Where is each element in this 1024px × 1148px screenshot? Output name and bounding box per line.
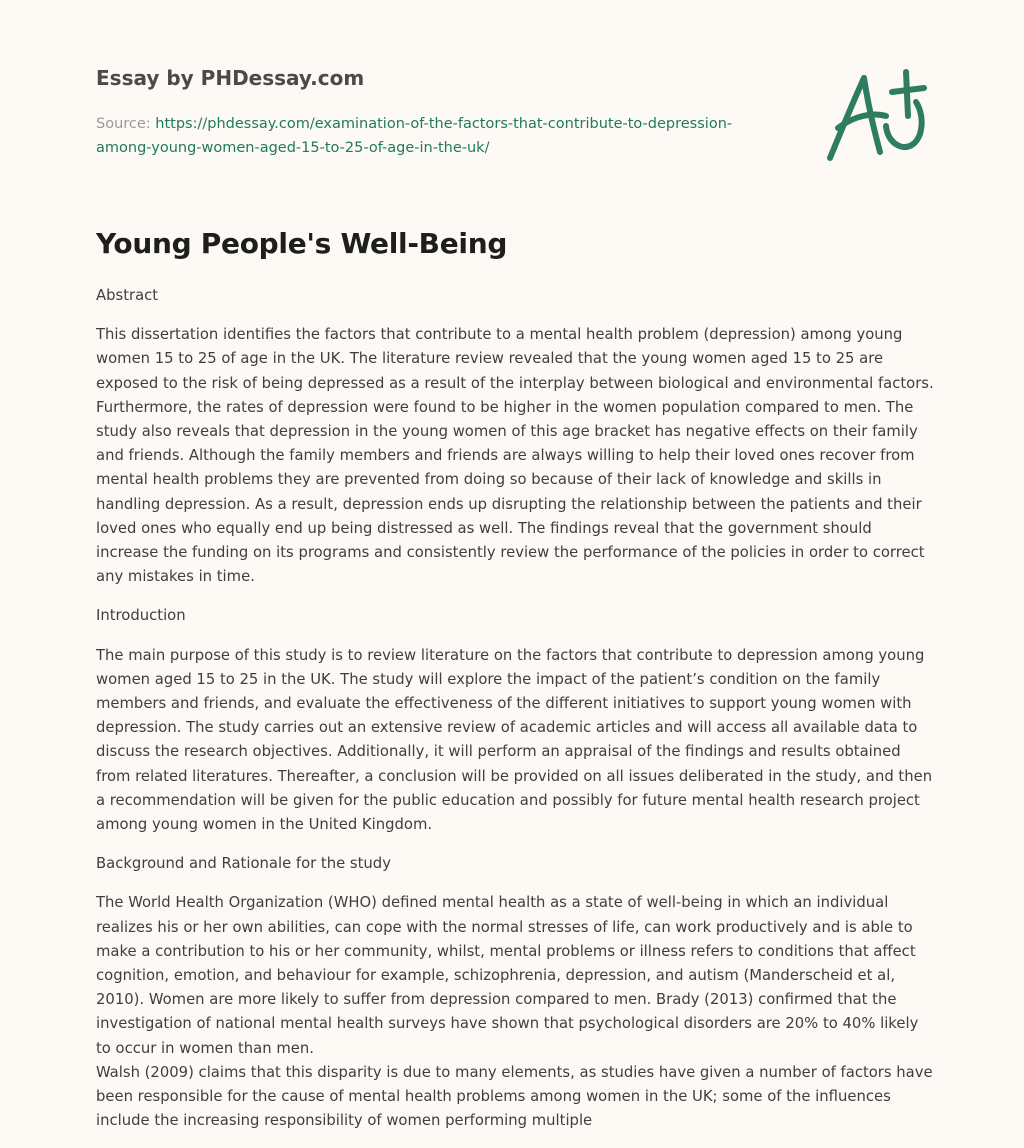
section-heading-abstract: Abstract bbox=[96, 287, 159, 304]
essay-body bbox=[96, 284, 934, 1134]
source-line bbox=[96, 112, 796, 160]
section-heading-background: Background and Rationale for the study bbox=[96, 855, 391, 873]
source-url-line1: https://phdessay.com/examination-of-the-factors-that-contribute-to-depression- bbox=[155, 116, 733, 132]
source-url-line2: among-young-women-aged-15-to-25-of-age-in-the-uk/ bbox=[96, 140, 490, 156]
source-link[interactable] bbox=[96, 116, 732, 156]
page-header bbox=[96, 64, 796, 160]
a-plus-logo-icon bbox=[820, 64, 930, 168]
site-title: Essay by PHDessay.com bbox=[96, 66, 365, 90]
paragraph-background-2: Walsh (2009) claims that this disparity is due to many elements, as studies have given a number of factors have been responsible for the cause of mental health problems among women in the UK; some of the influences include the increasing responsibility of women performing multiple bbox=[96, 1063, 933, 1130]
paragraph-introduction: The main purpose of this study is to review literature on the factors that contribute to depression among young women aged 15 to 25 in the UK. The study will explore the impact of the patient’s condition on the family members and friends, and evaluate the effectiveness of the different initiatives to support young women with depression. The study carries out an extensive review of academic articles and will access all available data to discuss the research objectives. Additionally, it will perform an appraisal of the findings and results obtained from related literatures. Thereafter, a conclusion will be provided on all issues deliberated in the study, and then a recommendation will be given for the public education and possibly for future mental health research project among young women in the United Kingdom. bbox=[96, 646, 933, 834]
section-heading-introduction: Introduction bbox=[96, 607, 186, 625]
paragraph-background-1: The World Health Organization (WHO) defined mental health as a state of well-being in which an individual realizes his or her own abilities, can cope with the normal stresses of life, can work productively and is able to make a contribution to his or her community, whilst, mental problems or illness refers to conditions that affect cognition, emotion, and behaviour for example, schizophrenia, depression, and autism (Manderscheid et al, 2010). Women are more likely to suffer from depression compared to men. Brady (2013) confirmed that the investigation of national mental health surveys have shown that psychological disorders are 20% to 40% likely to occur in women than men. bbox=[96, 894, 919, 1057]
essay-title: Young People's Well-Being bbox=[96, 227, 508, 260]
source-label: Source: bbox=[96, 116, 151, 132]
paragraph-abstract: This dissertation identifies the factors that contribute to a mental health problem (depression) among young women 15 to 25 of age in the UK. The literature review revealed that the young women aged 15 to 25 are exposed to the risk of being depressed as a result of the interplay between biological and environmental factors. Furthermore, the rates of depression were found to be higher in the women population compared to men. The study also reveals that depression in the young women of this age bracket has negative effects on their family and friends. Although the family members and friends are always willing to help their loved ones recover from mental health problems they are prevented from doing so because of their lack of knowledge and skills in handling depression. As a result, depression ends up disrupting the relationship between the patients and their loved ones who equally end up being distressed as well. The findings reveal that the government should increase the funding on its programs and consistently review the performance of the policies in order to correct any mistakes in time. bbox=[96, 326, 934, 586]
